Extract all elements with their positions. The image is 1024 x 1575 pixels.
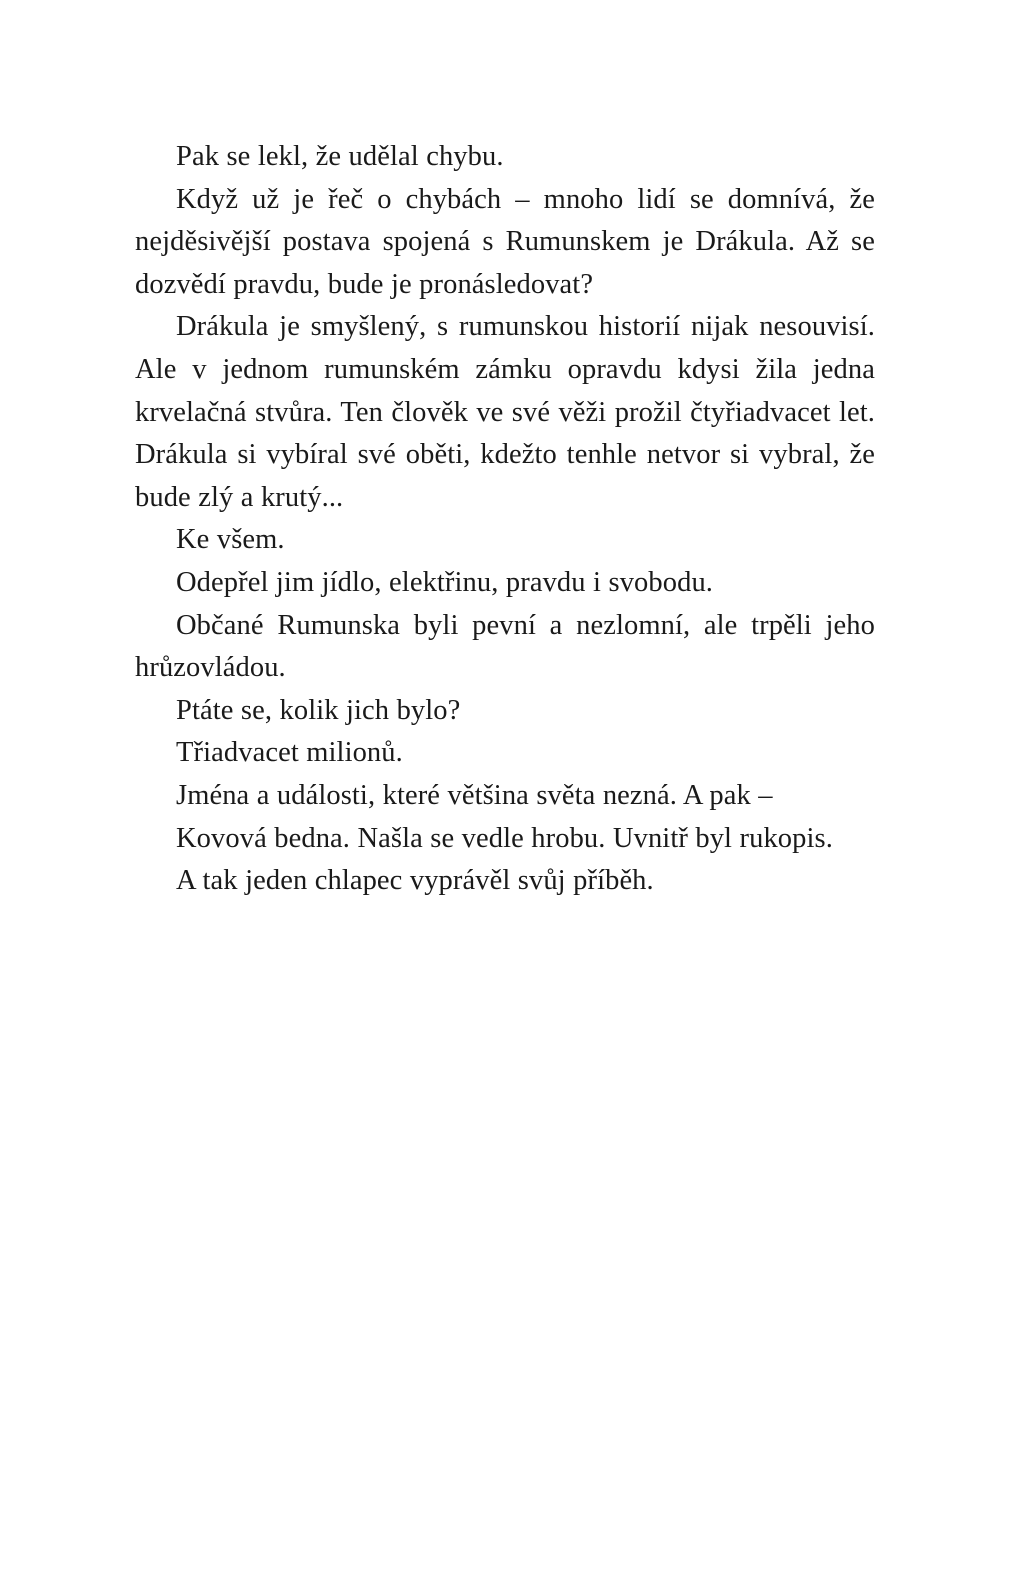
paragraph: Ptáte se, kolik jich bylo? <box>176 694 461 726</box>
paragraph: Drákula je smyšlený, s rumunskou historií nijak nesouvisí. Ale v jednom rumunském zámku opravdu kdysi žila jedna krvelačná stvůra. Ten člověk ve své věži prožil čtyřiadvacet let. Drákula si vybíral své oběti, kdežto tenhle netvor si vybral, že bude zlý a krutý... <box>135 311 875 513</box>
paragraph: Jména a události, které většina světa nezná. A pak – <box>176 779 773 811</box>
paragraph: A tak jeden chlapec vyprávěl svůj příběh. <box>176 865 654 897</box>
page-text-block <box>135 136 875 903</box>
paragraph: Kovová bedna. Našla se vedle hrobu. Uvnitř byl rukopis. <box>176 822 833 854</box>
paragraph: Když už je řeč o chybách – mnoho lidí se domnívá, že nejděsivější postava spojená s Rumunskem je Drákula. Až se dozvědí pravdu, bude je pronásledovat? <box>135 183 875 300</box>
paragraph: Třiadvacet milionů. <box>176 737 403 769</box>
paragraph: Pak se lekl, že udělal chybu. <box>176 141 504 172</box>
paragraph: Občané Rumunska byli pevní a nezlomní, ale trpěli jeho hrůzovládou. <box>135 609 875 684</box>
paragraph: Ke všem. <box>176 524 285 556</box>
paragraph: Odepřel jim jídlo, elektřinu, pravdu i svobodu. <box>176 566 714 598</box>
